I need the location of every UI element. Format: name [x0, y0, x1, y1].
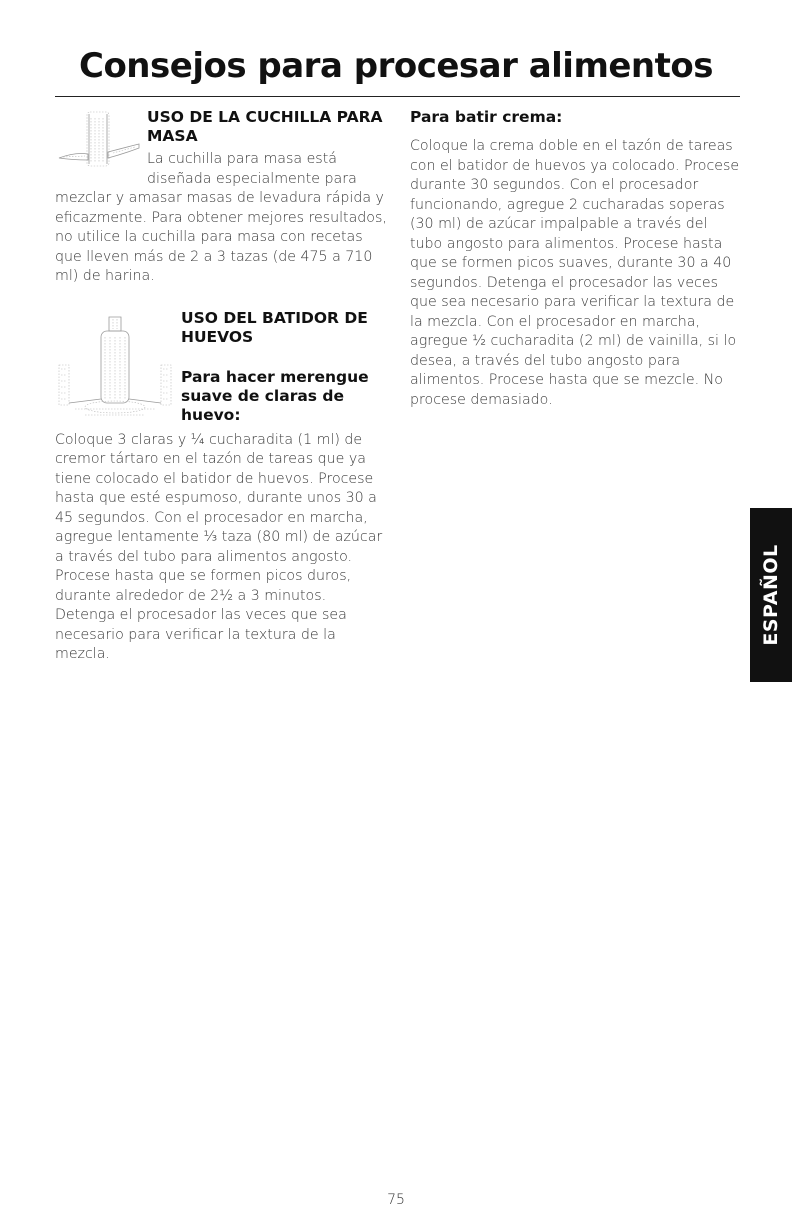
left-column [55, 108, 387, 665]
language-tab-label: ESPAÑOL [760, 544, 782, 646]
page-number: 75 [387, 1192, 405, 1208]
whipped-cream-heading: Para batir crema: [410, 108, 563, 126]
egg-whip-illustration [55, 311, 175, 427]
dough-blade-heading: USO DE LA CUCHILLA PARA MASA [147, 108, 383, 145]
egg-whip-heading: USO DEL BATIDOR DE HUEVOS [181, 308, 368, 346]
title-rule [55, 96, 740, 97]
language-side-tab [750, 508, 792, 682]
whipped-cream-text: Coloque la crema doble en el tazón de tareas con el batidor de huevos ya colocado. Procese durante 30 segundos. Con el procesador funcionando, agregue 2 cucharadas soperas (30 ml) de azúcar impalpable a través del tubo angosto para alimentos. Procese hasta que se formen picos suaves, durante 30 a 40 segundos. Detenga el procesador las veces que sea necesario para verificar la textura de la mezcla. Con el procesador en marcha, agregue ½ cucharadita (2 ml) de vainilla, si lo desea, a través del tubo angosto para alimentos. Procese hasta que se mezcle. No procese demasiado. [410, 138, 740, 408]
page-title: Consejos para procesar alimentos [79, 46, 713, 86]
dough-blade-illustration [55, 108, 143, 172]
dough-blade-text: La cuchilla para masa está diseñada especialmente para mezclar y amasar masas de levadura rápida y eficazmente. Para obtener mejores resultados, no utilice la cuchilla para masa con recetas que lleven más de 2 a 3 tazas (de 475 a 710 ml) de harina. [55, 151, 387, 284]
meringue-subheading: Para hacer merengue suave de claras de huevo: [181, 367, 369, 424]
right-column [410, 108, 740, 410]
meringue-text: Coloque 3 claras y ¼ cucharadita (1 ml) de cremor tártaro en el tazón de tareas que ya tiene colocado el batidor de huevos. Procese hasta que esté espumoso, durante unos 30 a 45 segundos. Con el procesador en marcha, agregue lentamente ⅓ taza (80 ml) de azúcar a través del tubo para alimentos angosto. Procese hasta que se formen picos duros, durante alrededor de 2½ a 3 minutos. Detenga el procesador las veces que sea necesario para verificar la textura de la mezcla. [55, 431, 383, 662]
